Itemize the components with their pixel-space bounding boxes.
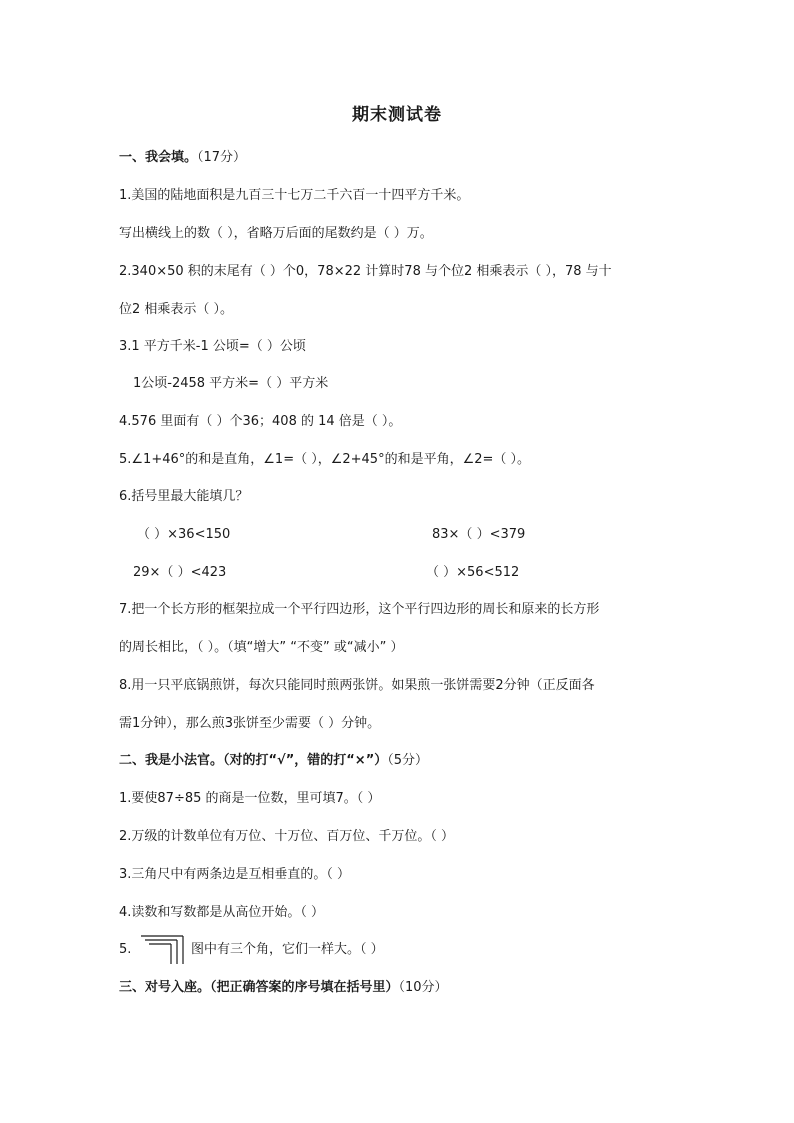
s2-q5-text: 图中有三个角，它们一样大。（ ） xyxy=(191,942,384,957)
q1-line2: 写出横线上的数（ ），省略万后面的尾数约是（ ）万。 xyxy=(119,226,433,241)
q7-line1: 7.把一个长方形的框架拉成一个平行四边形，这个平行四边形的周长和原来的长方形 xyxy=(119,602,600,617)
section3-heading xyxy=(119,978,448,998)
q6-item-1: （ ）×36<150 xyxy=(137,527,231,542)
section2-heading xyxy=(119,751,428,771)
q6-item-4: （ ）×56<512 xyxy=(426,565,520,580)
section1-points: （17分） xyxy=(197,150,247,165)
page-title: 期末测试卷 xyxy=(352,105,442,125)
s2-q2: 2.万级的计数单位有万位、十万位、百万位、千万位。（ ） xyxy=(119,829,455,844)
section1-heading xyxy=(119,148,246,168)
q2-line1: 2.340×50 积的末尾有（ ）个0，78×22 计算时78 与个位2 相乘表示（ ），78 与十 xyxy=(119,264,612,279)
section1-heading-text: 一、我会填。 xyxy=(119,150,198,165)
s2-q5-number: 5. xyxy=(119,942,132,957)
section2-points: （5分） xyxy=(387,753,429,768)
q5: 5.∠1+46°的和是直角，∠1=（ ），∠2+45°的和是平角，∠2=（ ）。 xyxy=(119,452,531,467)
s2-q3: 3.三角尺中有两条边是互相垂直的。（ ） xyxy=(119,867,351,882)
q1-line1: 1.美国的陆地面积是九百三十七万二千六百一十四平方千米。 xyxy=(119,188,470,203)
s2-q4: 4.读数和写数都是从高位开始。（ ） xyxy=(119,905,325,920)
q6-item-3: 29×（ ）<423 xyxy=(133,565,227,580)
s2-q1: 1.要使87÷85 的商是一位数，里可填7。（ ） xyxy=(119,791,381,806)
three-angles-figure xyxy=(137,930,189,966)
q2-line2: 位2 相乘表示（ ）。 xyxy=(119,302,234,317)
section2-heading-text: 二、我是小法官。（对的打“√”，错的打“×”） xyxy=(119,753,388,768)
q4: 4.576 里面有（ ）个36；408 的 14 倍是（ ）。 xyxy=(119,414,402,429)
q8-line1: 8.用一只平底锅煎饼，每次只能同时煎两张饼。如果煎一张饼需要2分钟（正反面各 xyxy=(119,678,595,693)
section3-points: （10分） xyxy=(398,980,448,995)
q6-item-2: 83×（ ）<379 xyxy=(432,527,526,542)
q3-line2: 1公顷-2458 平方米=（ ）平方米 xyxy=(133,376,329,391)
q8-line2: 需1分钟），那么煎3张饼至少需要（ ）分钟。 xyxy=(119,716,381,731)
q6: 6.括号里最大能填几？ xyxy=(119,489,249,504)
section3-heading-text: 三、对号入座。（把正确答案的序号填在括号里） xyxy=(119,980,399,995)
q7-line2: 的周长相比，（ ）。（填“增大” “不变” 或“减小” ） xyxy=(119,640,404,655)
q3-line1: 3.1 平方千米-1 公顷=（ ）公顷 xyxy=(119,339,306,354)
